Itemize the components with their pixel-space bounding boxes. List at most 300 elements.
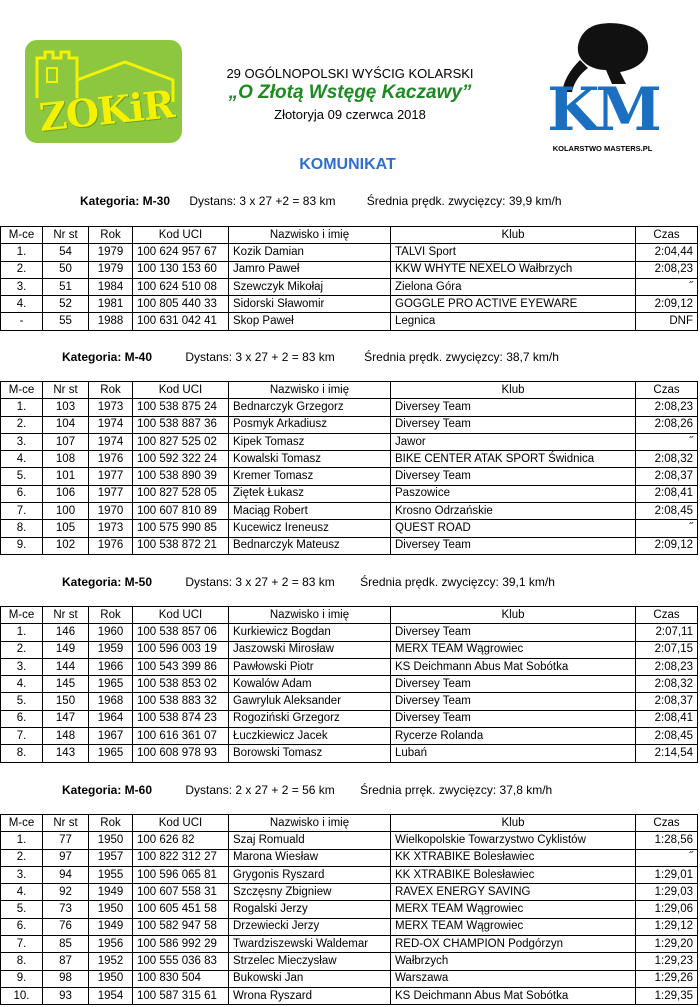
cell-uci-code: 100 592 322 24 <box>133 451 229 468</box>
cell-rider-name: Kucewicz Ireneusz <box>229 520 391 537</box>
cell-time: 1:29,12 <box>636 918 698 935</box>
category-distance: Dystans: 2 x 27 + 2 = 56 km <box>185 783 335 797</box>
cell-birth-year: 1973 <box>89 399 133 416</box>
column-header-birth-year: Rok <box>89 607 133 624</box>
table-row <box>1 296 698 313</box>
table-row <box>1 468 698 485</box>
column-header-time: Czas <box>636 382 698 399</box>
cell-birth-year: 1973 <box>89 520 133 537</box>
cell-rider-name: Kurkiewicz Bogdan <box>229 624 391 641</box>
cell-birth-year: 1974 <box>89 433 133 450</box>
category-speed: Średnia prędk. zwycięzcy: 39,9 km/h <box>366 194 562 208</box>
cell-birth-year: 1977 <box>89 468 133 485</box>
cell-uci-code: 100 582 947 58 <box>133 918 229 935</box>
cell-uci-code: 100 538 874 23 <box>133 710 229 727</box>
cell-club: MERX TEAM Wągrowiec <box>391 918 636 935</box>
cell-rider-name: Wrona Ryszard <box>229 987 391 1004</box>
cell-start-number: 94 <box>43 866 89 883</box>
cell-club: Legnica <box>391 313 636 330</box>
cell-birth-year: 1984 <box>89 278 133 295</box>
cell-club: QUEST ROAD <box>391 520 636 537</box>
cell-rider-name: Szczęsny Zbigniew <box>229 884 391 901</box>
cell-birth-year: 1966 <box>89 658 133 675</box>
cell-uci-code: 100 538 857 06 <box>133 624 229 641</box>
cell-rider-name: Bednarczyk Mateusz <box>229 537 391 554</box>
cell-birth-year: 1965 <box>89 745 133 762</box>
results-table-m50 <box>0 606 698 763</box>
cell-uci-code: 100 575 990 85 <box>133 520 229 537</box>
cell-club: MERX TEAM Wągrowiec <box>391 641 636 658</box>
column-header-rider-name: Nazwisko i imię <box>229 227 391 244</box>
table-row <box>1 884 698 901</box>
table-row <box>1 244 698 261</box>
cell-time: 2:08,37 <box>636 693 698 710</box>
table-row <box>1 987 698 1004</box>
cell-club: Krosno Odrzańskie <box>391 503 636 520</box>
cell-place: 7. <box>1 728 43 745</box>
cell-uci-code: 100 555 036 83 <box>133 953 229 970</box>
cell-time: 2:08,41 <box>636 710 698 727</box>
cell-rider-name: Szaj Romuald <box>229 832 391 849</box>
cell-start-number: 92 <box>43 884 89 901</box>
cell-start-number: 77 <box>43 832 89 849</box>
cell-place: 7. <box>1 503 43 520</box>
cell-club: RAVEX ENERGY SAVING <box>391 884 636 901</box>
column-header-birth-year: Rok <box>89 227 133 244</box>
cell-uci-code: 100 608 978 93 <box>133 745 229 762</box>
column-header-place: M-ce <box>1 227 43 244</box>
cell-time: 1:29,23 <box>636 953 698 970</box>
cell-rider-name: Bednarczyk Grzegorz <box>229 399 391 416</box>
table-row <box>1 970 698 987</box>
cell-uci-code: 100 827 525 02 <box>133 433 229 450</box>
cell-time: 2:08,37 <box>636 468 698 485</box>
cell-uci-code: 100 538 890 39 <box>133 468 229 485</box>
cell-rider-name: Rogoziński Grzegorz <box>229 710 391 727</box>
column-header-place: M-ce <box>1 382 43 399</box>
cell-rider-name: Strzelec Mieczysław <box>229 953 391 970</box>
column-header-time: Czas <box>636 607 698 624</box>
zokir-logo-text: ZOKiR <box>37 81 176 140</box>
cell-start-number: 106 <box>43 485 89 502</box>
cell-place: 4. <box>1 676 43 693</box>
category-speed: Średnia prędk. zwycięzcy: 39,1 km/h <box>360 575 555 589</box>
cell-club: Lubań <box>391 745 636 762</box>
cell-club: Diversey Team <box>391 693 636 710</box>
cell-club: Diversey Team <box>391 416 636 433</box>
cell-place: 9. <box>1 970 43 987</box>
cell-time: 2:08,32 <box>636 451 698 468</box>
cell-uci-code: 100 830 504 <box>133 970 229 987</box>
category-speed: Średnia prędk. zwycięzcy: 38,7 km/h <box>364 350 559 364</box>
cell-rider-name: Kozik Damian <box>229 244 391 261</box>
cell-time: ˝ <box>636 278 698 295</box>
cell-club: Wałbrzych <box>391 953 636 970</box>
table-row <box>1 866 698 883</box>
cell-time: 1:29,35 <box>636 987 698 1004</box>
table-row <box>1 537 698 554</box>
cell-time: 2:04,44 <box>636 244 698 261</box>
table-row <box>1 313 698 330</box>
cell-birth-year: 1964 <box>89 710 133 727</box>
column-header-start-number: Nr st <box>43 607 89 624</box>
cell-start-number: 52 <box>43 296 89 313</box>
cell-uci-code: 100 538 875 24 <box>133 399 229 416</box>
cell-uci-code: 100 805 440 33 <box>133 296 229 313</box>
cell-start-number: 93 <box>43 987 89 1004</box>
cell-time: 2:08,23 <box>636 261 698 278</box>
cell-start-number: 145 <box>43 676 89 693</box>
cell-start-number: 105 <box>43 520 89 537</box>
cell-time: 2:08,23 <box>636 658 698 675</box>
cell-uci-code: 100 624 957 67 <box>133 244 229 261</box>
table-header-row <box>1 815 698 832</box>
cell-place: 10. <box>1 987 43 1004</box>
cell-time: 2:09,12 <box>636 296 698 313</box>
cell-rider-name: Pawłowski Piotr <box>229 658 391 675</box>
cell-birth-year: 1950 <box>89 901 133 918</box>
cell-start-number: 76 <box>43 918 89 935</box>
cell-start-number: 104 <box>43 416 89 433</box>
table-row <box>1 624 698 641</box>
cell-birth-year: 1949 <box>89 884 133 901</box>
cell-place: 2. <box>1 416 43 433</box>
cell-time: 2:08,26 <box>636 416 698 433</box>
cell-club: TALVI Sport <box>391 244 636 261</box>
cell-uci-code: 100 607 810 89 <box>133 503 229 520</box>
results-table-m30 <box>0 226 698 331</box>
cell-time: 1:29,26 <box>636 970 698 987</box>
cell-uci-code: 100 130 153 60 <box>133 261 229 278</box>
cell-time: 2:14,54 <box>636 745 698 762</box>
cell-place: 3. <box>1 866 43 883</box>
cell-uci-code: 100 607 558 31 <box>133 884 229 901</box>
cell-uci-code: 100 538 883 32 <box>133 693 229 710</box>
cell-birth-year: 1956 <box>89 936 133 953</box>
cell-club: Diversey Team <box>391 676 636 693</box>
cell-birth-year: 1950 <box>89 832 133 849</box>
cell-start-number: 73 <box>43 901 89 918</box>
category-label: Kategoria: M-50 <box>62 575 153 589</box>
column-header-time: Czas <box>636 227 698 244</box>
category-distance: Dystans: 3 x 27 +2 = 83 km <box>189 194 336 208</box>
cell-start-number: 85 <box>43 936 89 953</box>
category-distance: Dystans: 3 x 27 + 2 = 83 km <box>185 350 335 364</box>
cell-start-number: 98 <box>43 970 89 987</box>
cell-rider-name: Skop Paweł <box>229 313 391 330</box>
column-header-time: Czas <box>636 815 698 832</box>
cell-place: 3. <box>1 278 43 295</box>
category-line <box>62 575 555 589</box>
cell-club: Diversey Team <box>391 624 636 641</box>
cell-place: 8. <box>1 953 43 970</box>
cell-place: 3. <box>1 433 43 450</box>
cell-birth-year: 1955 <box>89 866 133 883</box>
cell-birth-year: 1970 <box>89 503 133 520</box>
cell-birth-year: 1965 <box>89 676 133 693</box>
cell-time: 2:08,45 <box>636 728 698 745</box>
table-row <box>1 399 698 416</box>
cell-birth-year: 1950 <box>89 970 133 987</box>
cell-club: MERX TEAM Wągrowiec <box>391 901 636 918</box>
column-header-club: Klub <box>391 382 636 399</box>
zokir-logo <box>25 40 182 143</box>
cell-birth-year: 1976 <box>89 451 133 468</box>
column-header-start-number: Nr st <box>43 227 89 244</box>
cell-rider-name: Bukowski Jan <box>229 970 391 987</box>
cell-rider-name: Grygonis Ryszard <box>229 866 391 883</box>
column-header-rider-name: Nazwisko i imię <box>229 382 391 399</box>
cell-uci-code: 100 605 451 58 <box>133 901 229 918</box>
cell-time: 2:08,41 <box>636 485 698 502</box>
cell-place: 2. <box>1 849 43 866</box>
table-row <box>1 278 698 295</box>
cell-place: 6. <box>1 485 43 502</box>
cell-time: 2:08,45 <box>636 503 698 520</box>
category-distance: Dystans: 3 x 27 + 2 = 83 km <box>185 575 335 589</box>
cell-time: ˝ <box>636 849 698 866</box>
cell-club: Jawor <box>391 433 636 450</box>
column-header-uci-code: Kod UCI <box>133 382 229 399</box>
cell-start-number: 144 <box>43 658 89 675</box>
cell-time: 1:29,03 <box>636 884 698 901</box>
table-row <box>1 728 698 745</box>
table-row <box>1 485 698 502</box>
cell-uci-code: 100 822 312 27 <box>133 849 229 866</box>
cell-uci-code: 100 538 853 02 <box>133 676 229 693</box>
cell-place: 5. <box>1 901 43 918</box>
table-row <box>1 953 698 970</box>
table-row <box>1 658 698 675</box>
cell-birth-year: 1954 <box>89 987 133 1004</box>
cell-birth-year: 1988 <box>89 313 133 330</box>
cell-start-number: 149 <box>43 641 89 658</box>
table-row <box>1 503 698 520</box>
cell-uci-code: 100 631 042 41 <box>133 313 229 330</box>
category-label: Kategoria: M-60 <box>62 783 153 797</box>
cell-club: KK XTRABIKE Bolesławiec <box>391 866 636 883</box>
column-header-start-number: Nr st <box>43 815 89 832</box>
cell-uci-code: 100 624 510 08 <box>133 278 229 295</box>
cell-place: 5. <box>1 693 43 710</box>
category-label: Kategoria: M-40 <box>62 350 153 364</box>
cell-start-number: 102 <box>43 537 89 554</box>
cell-time: 1:29,06 <box>636 901 698 918</box>
cell-time: 2:09,12 <box>636 537 698 554</box>
cell-start-number: 87 <box>43 953 89 970</box>
cell-place: 4. <box>1 451 43 468</box>
table-row <box>1 676 698 693</box>
table-row <box>1 433 698 450</box>
table-row <box>1 745 698 762</box>
cell-time: 1:28,56 <box>636 832 698 849</box>
table-row <box>1 693 698 710</box>
results-table-m60 <box>0 814 698 1005</box>
cell-start-number: 54 <box>43 244 89 261</box>
km-caption: KOLARSTWO MASTERS.PL <box>552 144 653 153</box>
column-header-club: Klub <box>391 227 636 244</box>
table-row <box>1 641 698 658</box>
cell-uci-code: 100 543 399 86 <box>133 658 229 675</box>
category-line <box>80 194 562 208</box>
table-header-row <box>1 227 698 244</box>
cell-time: 1:29,01 <box>636 866 698 883</box>
cell-rider-name: Posmyk Arkadiusz <box>229 416 391 433</box>
cell-time: 2:08,23 <box>636 399 698 416</box>
category-line <box>62 783 552 797</box>
cell-club: KS Deichmann Abus Mat Sobótka <box>391 987 636 1004</box>
table-header-row <box>1 382 698 399</box>
cell-start-number: 148 <box>43 728 89 745</box>
cell-club: BIKE CENTER ATAK SPORT Świdnica <box>391 451 636 468</box>
cell-time: DNF <box>636 313 698 330</box>
cell-uci-code: 100 538 872 21 <box>133 537 229 554</box>
cell-place: 8. <box>1 745 43 762</box>
category-line <box>62 350 559 364</box>
column-header-uci-code: Kod UCI <box>133 227 229 244</box>
cell-place: - <box>1 313 43 330</box>
cell-place: 1. <box>1 624 43 641</box>
cell-place: 4. <box>1 296 43 313</box>
cell-club: Paszowice <box>391 485 636 502</box>
cell-place: 6. <box>1 918 43 935</box>
column-header-uci-code: Kod UCI <box>133 815 229 832</box>
cell-start-number: 108 <box>43 451 89 468</box>
cell-place: 2. <box>1 641 43 658</box>
column-header-uci-code: Kod UCI <box>133 607 229 624</box>
cell-birth-year: 1959 <box>89 641 133 658</box>
cell-club: RED-OX CHAMPION Podgórzyn <box>391 936 636 953</box>
table-row <box>1 918 698 935</box>
category-speed: Średnia prręk. zwycięzcy: 37,8 km/h <box>360 783 553 797</box>
cell-birth-year: 1967 <box>89 728 133 745</box>
cell-time: ˝ <box>636 520 698 537</box>
cell-birth-year: 1957 <box>89 849 133 866</box>
cell-rider-name: Borowski Tomasz <box>229 745 391 762</box>
cell-start-number: 50 <box>43 261 89 278</box>
cell-place: 8. <box>1 520 43 537</box>
cell-birth-year: 1960 <box>89 624 133 641</box>
cell-birth-year: 1974 <box>89 416 133 433</box>
cell-rider-name: Szewczyk Mikołaj <box>229 278 391 295</box>
table-row <box>1 261 698 278</box>
column-header-birth-year: Rok <box>89 382 133 399</box>
cell-club: Rycerze Rolanda <box>391 728 636 745</box>
cell-place: 1. <box>1 399 43 416</box>
cell-birth-year: 1979 <box>89 261 133 278</box>
cell-rider-name: Kremer Tomasz <box>229 468 391 485</box>
cell-place: 6. <box>1 710 43 727</box>
column-header-club: Klub <box>391 815 636 832</box>
cell-start-number: 55 <box>43 313 89 330</box>
cell-club: Wielkopolskie Towarzystwo Cyklistów <box>391 832 636 849</box>
results-table-m40 <box>0 381 698 555</box>
cell-start-number: 143 <box>43 745 89 762</box>
cell-rider-name: Rogalski Jerzy <box>229 901 391 918</box>
cell-time: 1:29,20 <box>636 936 698 953</box>
category-label: Kategoria: M-30 <box>80 194 171 208</box>
cell-rider-name: Jamro Paweł <box>229 261 391 278</box>
cell-rider-name: Jaszowski Mirosław <box>229 641 391 658</box>
cell-rider-name: Ziętek Łukasz <box>229 485 391 502</box>
cell-uci-code: 100 626 82 <box>133 832 229 849</box>
race-name: „O Złotą Wstęgę Kaczawy” <box>228 82 472 103</box>
cell-club: GOGGLE PRO ACTIVE EYEWARE <box>391 296 636 313</box>
cell-uci-code: 100 596 003 19 <box>133 641 229 658</box>
cell-start-number: 51 <box>43 278 89 295</box>
cell-birth-year: 1952 <box>89 953 133 970</box>
column-header-place: M-ce <box>1 815 43 832</box>
cell-place: 7. <box>1 936 43 953</box>
cell-place: 4. <box>1 884 43 901</box>
cell-club: Diversey Team <box>391 468 636 485</box>
table-row <box>1 416 698 433</box>
column-header-place: M-ce <box>1 607 43 624</box>
cell-start-number: 101 <box>43 468 89 485</box>
cell-rider-name: Twardziszewski Waldemar <box>229 936 391 953</box>
table-row <box>1 520 698 537</box>
table-row <box>1 832 698 849</box>
race-header <box>190 66 510 122</box>
cell-birth-year: 1979 <box>89 244 133 261</box>
cell-uci-code: 100 616 361 07 <box>133 728 229 745</box>
table-row <box>1 710 698 727</box>
cell-uci-code: 100 596 065 81 <box>133 866 229 883</box>
table-row <box>1 849 698 866</box>
cell-time: 2:07,15 <box>636 641 698 658</box>
page-title: KOMUNIKAT <box>299 156 396 173</box>
column-header-birth-year: Rok <box>89 815 133 832</box>
cell-club: KKW WHYTE NEXELO Wałbrzych <box>391 261 636 278</box>
cell-start-number: 97 <box>43 849 89 866</box>
cell-birth-year: 1977 <box>89 485 133 502</box>
cell-club: KS Deichmann Abus Mat Sobótka <box>391 658 636 675</box>
cell-place: 3. <box>1 658 43 675</box>
cell-club: KK XTRABIKE Bolesławiec <box>391 849 636 866</box>
cell-rider-name: Kowalski Tomasz <box>229 451 391 468</box>
cell-birth-year: 1968 <box>89 693 133 710</box>
cell-uci-code: 100 587 315 61 <box>133 987 229 1004</box>
cell-start-number: 103 <box>43 399 89 416</box>
cell-rider-name: Maciąg Robert <box>229 503 391 520</box>
cell-rider-name: Drzewiecki Jerzy <box>229 918 391 935</box>
cell-start-number: 107 <box>43 433 89 450</box>
cell-start-number: 100 <box>43 503 89 520</box>
cell-place: 1. <box>1 832 43 849</box>
cell-club: Zielona Góra <box>391 278 636 295</box>
column-header-club: Klub <box>391 607 636 624</box>
cell-club: Diversey Team <box>391 537 636 554</box>
table-row <box>1 936 698 953</box>
column-header-rider-name: Nazwisko i imię <box>229 815 391 832</box>
column-header-rider-name: Nazwisko i imię <box>229 607 391 624</box>
race-edition: 29 OGÓLNOPOLSKI WYŚCIG KOLARSKI <box>226 66 474 81</box>
cell-rider-name: Łuczkiewicz Jacek <box>229 728 391 745</box>
cell-uci-code: 100 538 887 36 <box>133 416 229 433</box>
cell-time: 2:08,32 <box>636 676 698 693</box>
race-date-place: Złotoryja 09 czerwca 2018 <box>274 107 426 122</box>
cell-time: 2:07,11 <box>636 624 698 641</box>
column-header-start-number: Nr st <box>43 382 89 399</box>
cell-place: 9. <box>1 537 43 554</box>
cell-rider-name: Kowalów Adam <box>229 676 391 693</box>
km-initials: KM <box>547 75 658 145</box>
cell-rider-name: Sidorski Sławomir <box>229 296 391 313</box>
cell-start-number: 150 <box>43 693 89 710</box>
cell-birth-year: 1976 <box>89 537 133 554</box>
cell-time: ˝ <box>636 433 698 450</box>
cell-rider-name: Marona Wiesław <box>229 849 391 866</box>
